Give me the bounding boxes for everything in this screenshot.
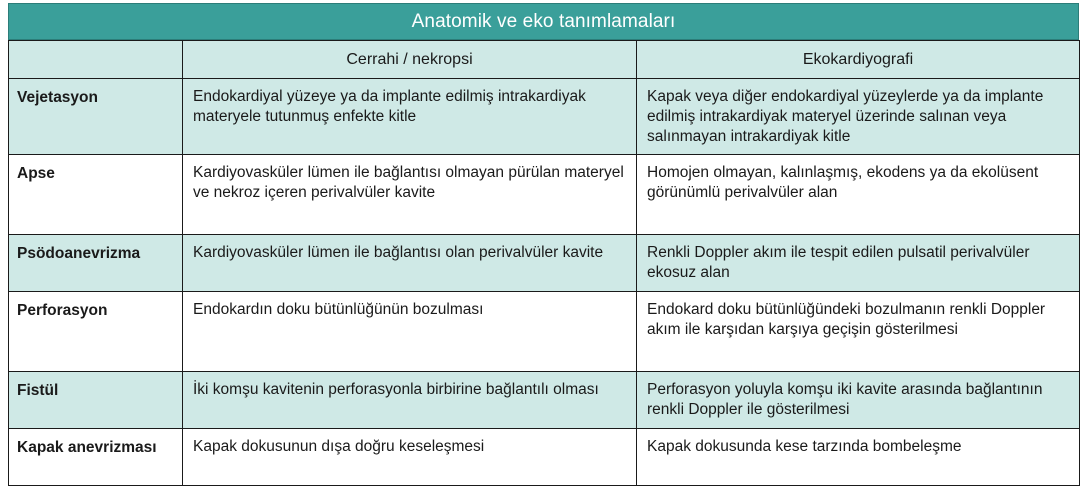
- column-header-term: [9, 41, 183, 79]
- surgical-cell: İki komşu kavitenin perforasyonla birbirine bağlantılı olması: [183, 372, 637, 429]
- term-cell: Vejetasyon: [9, 79, 183, 155]
- surgical-cell: Kapak dokusunun dışa doğru keseleşmesi: [183, 429, 637, 486]
- surgical-cell: Kardiyovasküler lümen ile bağlantısı olan perivalvüler kavite: [183, 235, 637, 292]
- table-title: Anatomik ve eko tanımlamaları: [8, 3, 1079, 40]
- echo-cell: Renkli Doppler akım ile tespit edilen pulsatil perivalvüler ekosuz alan: [637, 235, 1080, 292]
- surgical-cell: Endokardiyal yüzeye ya da implante edilmiş intrakardiyak materyele tutunmuş enfekte kitle: [183, 79, 637, 155]
- table-header-row: [9, 41, 1080, 79]
- table-row: [9, 429, 1080, 486]
- term-cell: Kapak anevrizması: [9, 429, 183, 486]
- column-header-surgical: Cerrahi / nekropsi: [183, 41, 637, 79]
- term-cell: Psödoanevrizma: [9, 235, 183, 292]
- term-cell: Apse: [9, 155, 183, 235]
- column-header-echo: Ekokardiyografi: [637, 41, 1080, 79]
- echo-cell: Kapak veya diğer endokardiyal yüzeylerde ya da implante edilmiş intrakardiyak materyel üzerinde salınan veya salınmayan intrakardiyak kitle: [637, 79, 1080, 155]
- table-row: [9, 292, 1080, 372]
- echo-cell: Endokard doku bütünlüğündeki bozulmanın renkli Doppler akım ile karşıdan karşıya geçişin gösterilmesi: [637, 292, 1080, 372]
- table-row: [9, 155, 1080, 235]
- definitions-table: [8, 40, 1080, 486]
- echo-cell: Homojen olmayan, kalınlaşmış, ekodens ya da ekolüsent görünümlü perivalvüler alan: [637, 155, 1080, 235]
- table-row: [9, 372, 1080, 429]
- table-row: [9, 79, 1080, 155]
- echo-cell: Kapak dokusunda kese tarzında bombeleşme: [637, 429, 1080, 486]
- table-row: [9, 235, 1080, 292]
- surgical-cell: Endokardın doku bütünlüğünün bozulması: [183, 292, 637, 372]
- term-cell: Fistül: [9, 372, 183, 429]
- term-cell: Perforasyon: [9, 292, 183, 372]
- echo-cell: Perforasyon yoluyla komşu iki kavite arasında bağlantının renkli Doppler ile gösterilmesi: [637, 372, 1080, 429]
- surgical-cell: Kardiyovasküler lümen ile bağlantısı olmayan pürülan materyel ve nekroz içeren perivalvüler kavite: [183, 155, 637, 235]
